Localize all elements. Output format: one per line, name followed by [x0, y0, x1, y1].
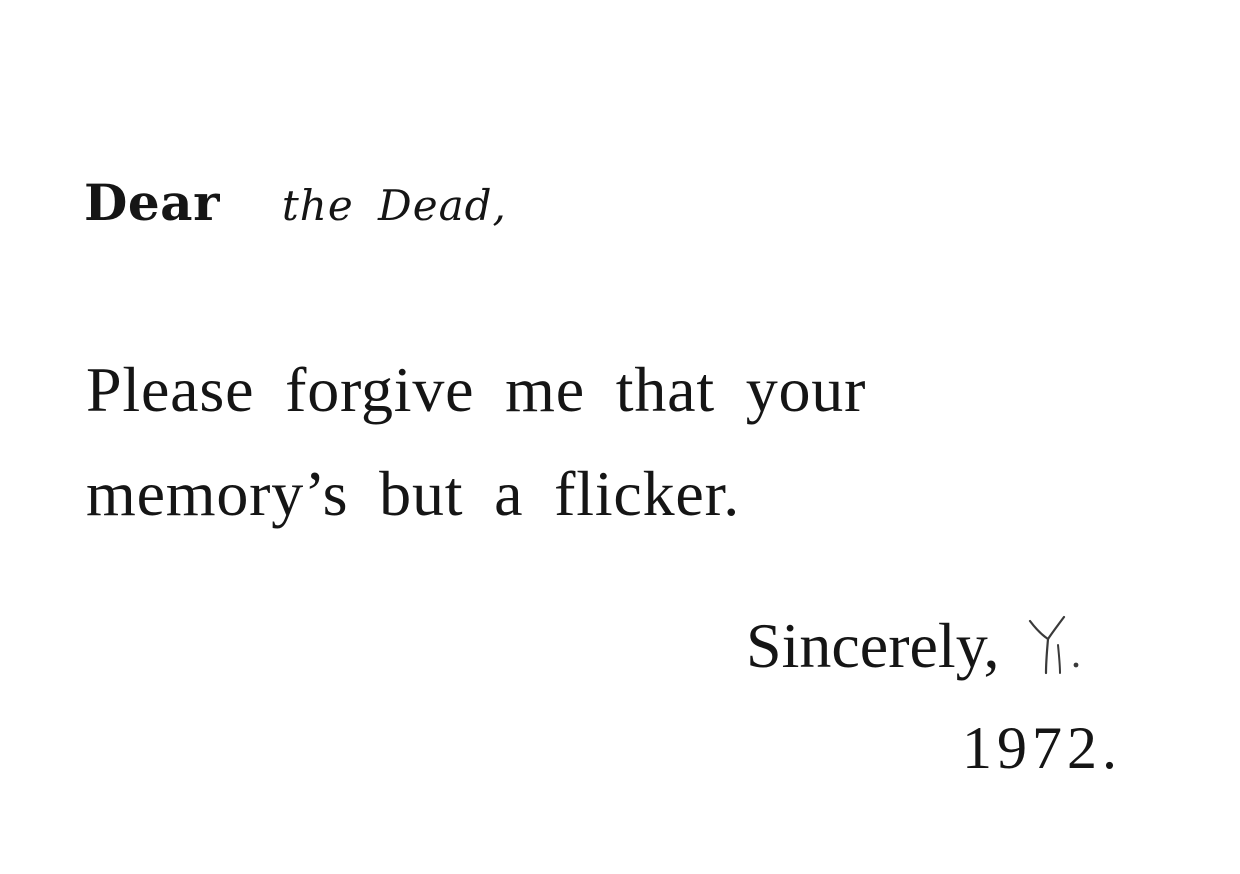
addressee: the Dead,: [281, 181, 507, 230]
year: 1972.: [962, 715, 1122, 781]
body-line-2: memory’s but a flicker.: [86, 458, 741, 529]
closing-word: Sincerely,: [746, 610, 1000, 681]
salutation-word: Dear: [84, 173, 220, 232]
closing: [746, 610, 1084, 681]
handwritten-signature: [1024, 615, 1084, 679]
signature-initial-drawing: [1024, 615, 1084, 679]
salutation: [84, 173, 507, 232]
body-line-1: Please forgive me that your: [86, 354, 867, 425]
